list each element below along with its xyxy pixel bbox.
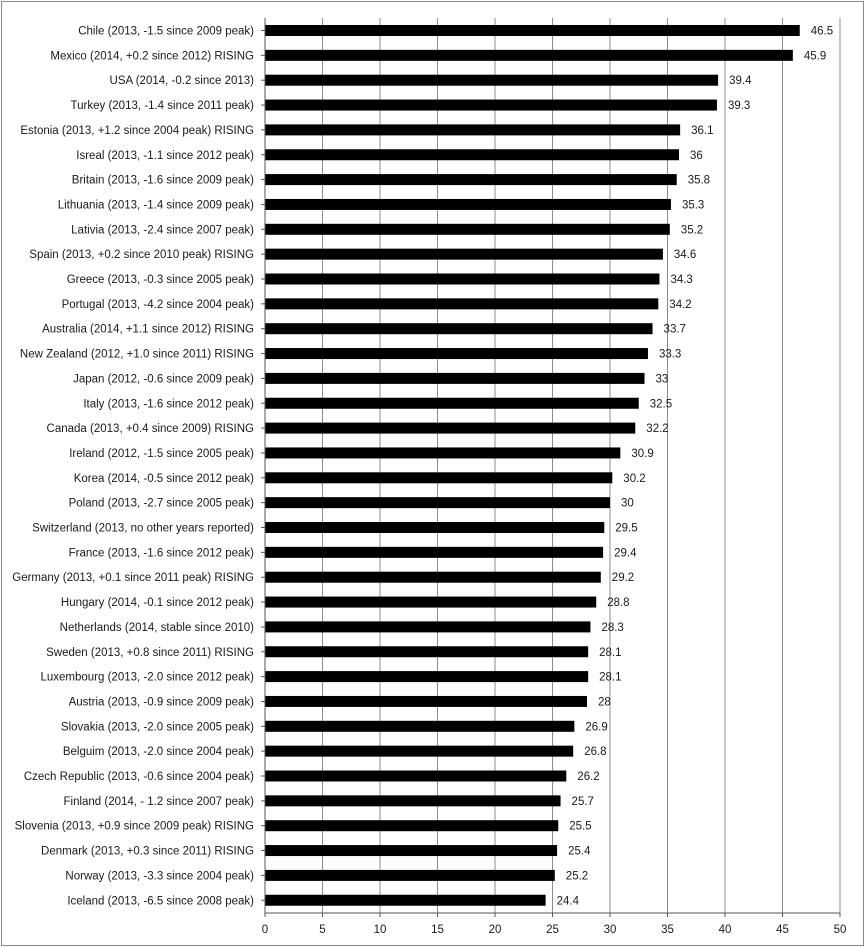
- x-tick-label: 15: [431, 924, 444, 936]
- value-label: 35.3: [681, 199, 705, 212]
- value-label: 28.8: [607, 597, 630, 610]
- value-label: 36.1: [691, 124, 714, 137]
- category-label: Switzerland (2013, no other years reported): [32, 522, 254, 535]
- x-tick-label: 35: [661, 924, 674, 936]
- bar: [265, 348, 648, 359]
- category-label: Japan (2012, -0.6 since 2009 peak): [73, 373, 254, 386]
- value-label: 36: [690, 149, 703, 162]
- category-label: USA (2014, -0.2 since 2013): [109, 75, 254, 88]
- x-tick-label: 45: [776, 924, 789, 936]
- value-label: 29.5: [615, 522, 638, 535]
- x-tick-label: 10: [373, 924, 387, 936]
- bar: [265, 870, 555, 881]
- bar: [265, 795, 561, 806]
- x-tick-label: 0: [261, 924, 269, 936]
- category-label: Greece (2013, -0.3 since 2005 peak): [66, 274, 254, 286]
- category-label: Netherlands (2014, stable since 2010): [59, 621, 254, 634]
- value-label: 35.8: [687, 174, 711, 187]
- bar: [265, 373, 645, 384]
- category-label: Poland (2013, -2.7 since 2005 peak): [68, 497, 254, 510]
- category-label: Isreal (2013, -1.1 since 2012 peak): [76, 149, 254, 162]
- category-label: Denmark (2013, +0.3 since 2011) RISING: [41, 845, 254, 858]
- x-tick-label: 20: [488, 924, 502, 936]
- x-tick-label: 40: [718, 924, 732, 936]
- bar: [265, 398, 639, 409]
- category-label: Ireland (2012, -1.5 since 2005 peak): [69, 447, 254, 460]
- bar: [265, 423, 635, 434]
- value-label: 28.3: [601, 621, 624, 634]
- x-tick-label: 25: [546, 924, 559, 936]
- bar: [265, 597, 596, 608]
- value-label: 34.6: [673, 249, 697, 262]
- bar: [265, 671, 588, 682]
- category-label: Hungary (2014, -0.1 since 2012 peak): [60, 597, 254, 610]
- x-tick-label: 30: [603, 924, 617, 936]
- value-label: 28.1: [599, 646, 622, 659]
- category-label: Austria (2013, -0.9 since 2009 peak): [68, 696, 254, 709]
- category-label: Portugal (2013, -4.2 since 2004 peak): [61, 298, 254, 311]
- bar: [265, 199, 671, 210]
- value-label: 29.4: [614, 547, 637, 560]
- category-label: Finland (2014, - 1.2 since 2007 peak): [63, 795, 254, 808]
- bar: [265, 50, 793, 61]
- value-label: 35.2: [680, 224, 704, 237]
- category-label: Belguim (2013, -2.0 since 2004 peak): [62, 746, 254, 759]
- category-label: Chile (2013, -1.5 since 2009 peak): [78, 25, 254, 38]
- bar: [265, 174, 677, 185]
- value-label: 33.7: [663, 323, 686, 336]
- bars: [265, 25, 800, 906]
- value-label: 30.2: [623, 472, 646, 485]
- category-label: Estonia (2013, +1.2 since 2004 peak) RISING: [20, 124, 254, 137]
- bar: [265, 621, 590, 632]
- category-label: Korea (2014, -0.5 since 2012 peak): [73, 472, 254, 485]
- category-label: Spain (2013, +0.2 since 2010 peak) RISING: [29, 249, 254, 262]
- bar: [265, 547, 603, 558]
- x-tick-label: 5: [319, 924, 326, 936]
- value-label: 26.8: [584, 746, 607, 759]
- value-label: 30.9: [631, 447, 654, 460]
- bar: [265, 572, 601, 583]
- bar: [265, 522, 604, 533]
- category-label: Czech Republic (2013, -0.6 since 2004 peak): [23, 771, 254, 783]
- bar: [265, 75, 718, 86]
- value-label: 26.2: [577, 771, 600, 783]
- value-label: 24.4: [556, 895, 579, 908]
- bar: [265, 646, 588, 657]
- value-label: 33.3: [658, 348, 682, 361]
- value-label: 46.5: [810, 25, 834, 38]
- bar: [265, 845, 557, 856]
- bar: [265, 820, 558, 831]
- value-label: 25.4: [568, 845, 591, 858]
- bar: [265, 224, 670, 235]
- category-label: Lithuania (2013, -1.4 since 2009 peak): [57, 199, 254, 212]
- value-label: 39.4: [729, 75, 752, 88]
- category-label: Luxembourg (2013, -2.0 since 2012 peak): [40, 671, 254, 684]
- category-label: Lativia (2013, -2.4 since 2007 peak): [71, 224, 254, 237]
- bar: [265, 149, 679, 160]
- value-label: 25.2: [565, 870, 589, 883]
- bar: [265, 721, 574, 732]
- value-label: 34.2: [669, 298, 692, 311]
- value-label: 28: [598, 696, 611, 709]
- bar: [265, 124, 680, 135]
- bar: [265, 696, 587, 707]
- value-label: 32.2: [646, 423, 669, 436]
- bar: [265, 746, 573, 757]
- category-label: Mexico (2014, +0.2 since 2012) RISING: [50, 50, 254, 63]
- value-label: 34.3: [670, 274, 693, 286]
- category-label: Britain (2013, -1.6 since 2009 peak): [71, 174, 254, 187]
- value-label: 25.7: [571, 795, 594, 808]
- value-label: 26.9: [585, 721, 608, 734]
- value-label: 29.2: [611, 572, 635, 585]
- bar: [265, 447, 620, 458]
- category-label: Slovenia (2013, +0.9 since 2009 peak) RISING: [14, 820, 254, 833]
- category-label: France (2013, -1.6 since 2012 peak): [68, 547, 254, 560]
- bar: [265, 298, 658, 309]
- bar: [265, 249, 663, 260]
- category-label: Sweden (2013, +0.8 since 2011) RISING: [46, 646, 254, 659]
- category-label: Italy (2013, -1.6 since 2012 peak): [83, 398, 254, 411]
- value-label: 25.5: [569, 820, 592, 833]
- bar: [265, 771, 566, 782]
- value-label: 33: [655, 373, 669, 386]
- x-tick-label: 50: [833, 924, 847, 936]
- category-label: New Zealand (2012, +1.0 since 2011) RISING: [19, 348, 254, 361]
- value-label: 39.3: [727, 100, 751, 113]
- bar: [265, 472, 612, 483]
- category-label: Slovakia (2013, -2.0 since 2005 peak): [60, 721, 254, 734]
- value-label: 45.9: [803, 50, 827, 63]
- bar: [265, 895, 546, 906]
- value-label: 30: [621, 497, 634, 510]
- bar: [265, 274, 659, 285]
- category-label: Turkey (2013, -1.4 since 2011 peak): [70, 100, 254, 113]
- value-label: 28.1: [599, 671, 622, 684]
- category-label: Iceland (2013, -6.5 since 2008 peak): [67, 895, 254, 908]
- value-label: 32.5: [649, 398, 673, 411]
- category-label: Germany (2013, +0.1 since 2011 peak) RISING: [12, 572, 254, 585]
- bar: [265, 497, 610, 508]
- category-label: Australia (2014, +1.1 since 2012) RISING: [42, 323, 254, 336]
- bar: [265, 25, 800, 36]
- category-label: Canada (2013, +0.4 since 2009) RISING: [46, 423, 254, 436]
- bar: [265, 323, 653, 334]
- category-label: Norway (2013, -3.3 since 2004 peak): [65, 870, 254, 883]
- bar: [265, 100, 717, 111]
